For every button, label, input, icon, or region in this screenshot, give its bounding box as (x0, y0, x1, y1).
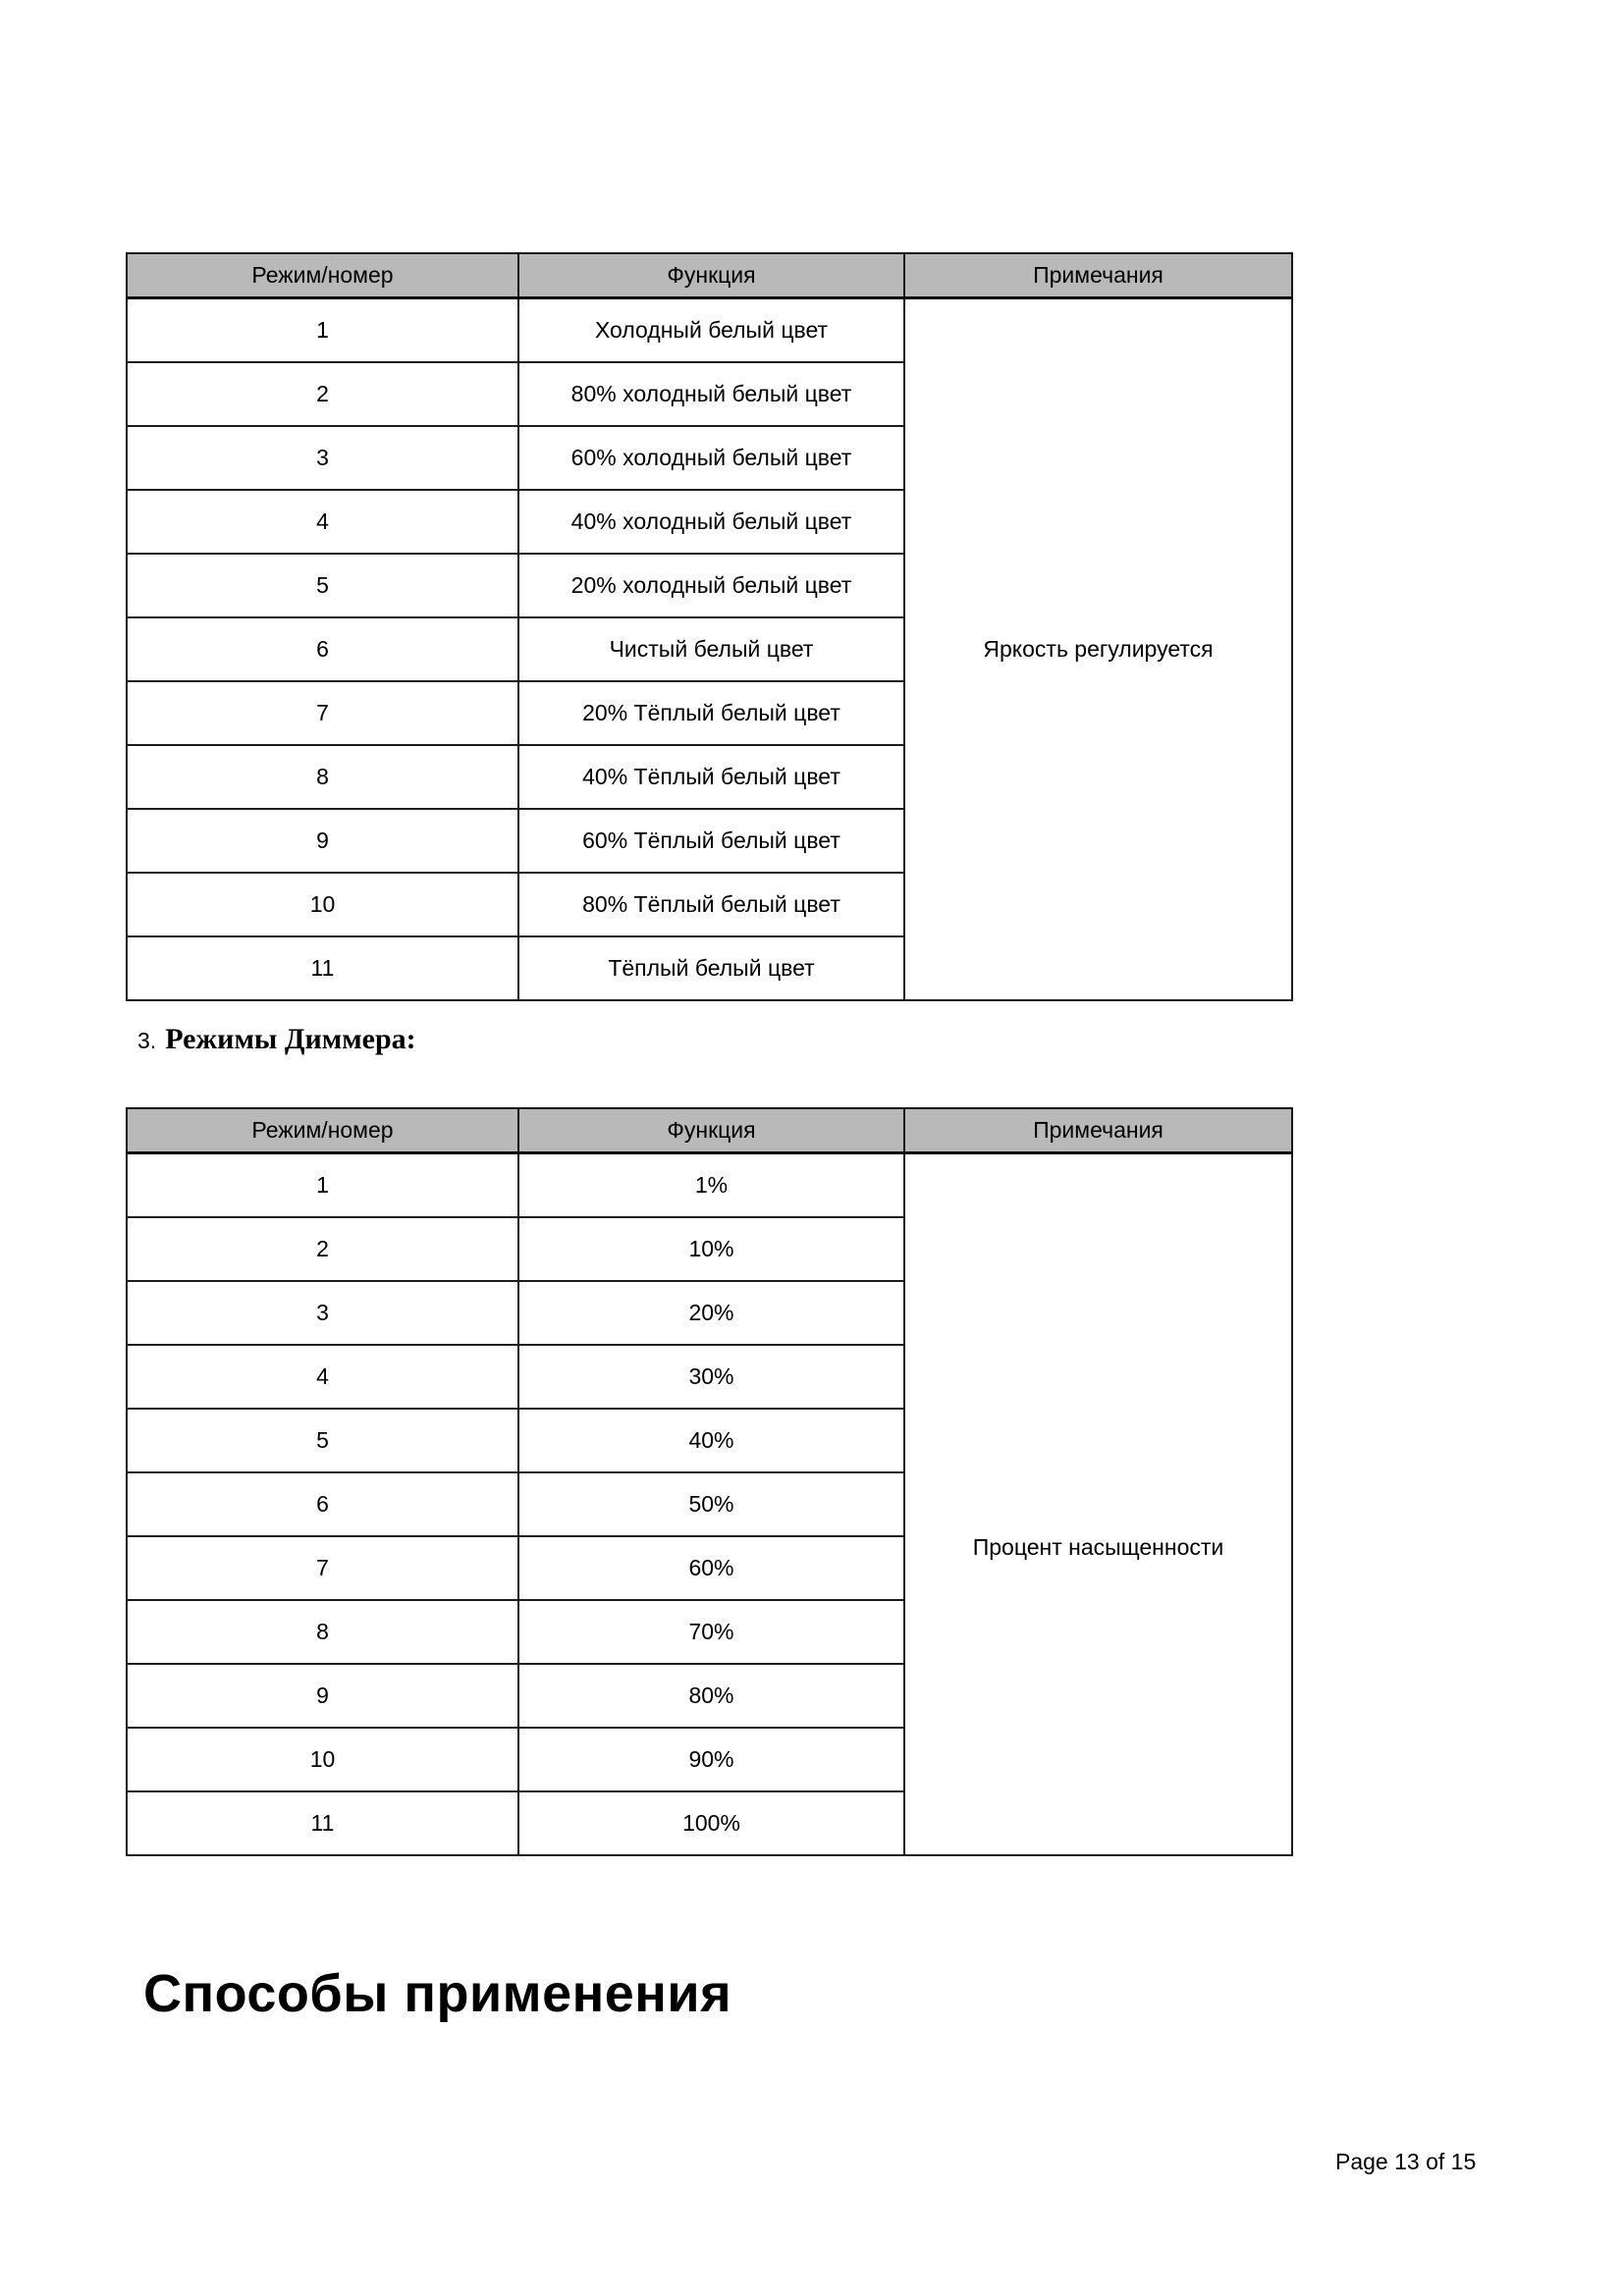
mode-cell: 5 (127, 554, 518, 617)
mode-cell: 3 (127, 426, 518, 490)
function-cell: 40% Тёплый белый цвет (518, 745, 904, 809)
function-cell: 60% холодный белый цвет (518, 426, 904, 490)
function-cell: 40% холодный белый цвет (518, 490, 904, 554)
section-title: Режимы Диммера: (165, 1023, 416, 1055)
function-cell: 60% Тёплый белый цвет (518, 809, 904, 873)
header-notes: Примечания (904, 253, 1292, 298)
mode-cell: 1 (127, 1153, 518, 1218)
mode-cell: 4 (127, 1345, 518, 1409)
mode-cell: 5 (127, 1409, 518, 1472)
mode-cell: 9 (127, 1664, 518, 1728)
notes-cell: Процент насыщенности (904, 1153, 1292, 1856)
function-cell: 40% (518, 1409, 904, 1472)
header-function: Функция (518, 1108, 904, 1153)
function-cell: 70% (518, 1600, 904, 1664)
notes-cell: Яркость регулируется (904, 298, 1292, 1001)
mode-cell: 8 (127, 1600, 518, 1664)
table-row (127, 1153, 1292, 1218)
function-cell: 100% (518, 1791, 904, 1855)
function-cell: 80% Тёплый белый цвет (518, 873, 904, 936)
mode-cell: 11 (127, 936, 518, 1000)
page-title: Способы применения (143, 1964, 732, 2024)
function-cell: Холодный белый цвет (518, 298, 904, 363)
mode-cell: 11 (127, 1791, 518, 1855)
function-cell: 30% (518, 1345, 904, 1409)
function-cell: 20% (518, 1281, 904, 1345)
mode-cell: 6 (127, 617, 518, 681)
function-cell: Тёплый белый цвет (518, 936, 904, 1000)
mode-cell: 4 (127, 490, 518, 554)
white-modes-table (126, 252, 1293, 1001)
function-cell: 50% (518, 1472, 904, 1536)
page-number-indicator: Page 13 of 15 (1335, 2149, 1477, 2174)
mode-cell: 7 (127, 681, 518, 745)
function-cell: 1% (518, 1153, 904, 1218)
function-cell: 80% холодный белый цвет (518, 362, 904, 426)
mode-cell: 10 (127, 873, 518, 936)
header-mode-number: Режим/номер (127, 253, 518, 298)
table-row (127, 298, 1292, 363)
mode-cell: 10 (127, 1728, 518, 1791)
mode-cell: 3 (127, 1281, 518, 1345)
section-number: 3. (137, 1028, 157, 1053)
table-header-row (127, 253, 1292, 298)
function-cell: 80% (518, 1664, 904, 1728)
function-cell: 60% (518, 1536, 904, 1600)
function-cell: 90% (518, 1728, 904, 1791)
mode-cell: 6 (127, 1472, 518, 1536)
mode-cell: 2 (127, 362, 518, 426)
header-function: Функция (518, 253, 904, 298)
table-header-row (127, 1108, 1292, 1153)
header-notes: Примечания (904, 1108, 1292, 1153)
mode-cell: 2 (127, 1217, 518, 1281)
mode-cell: 1 (127, 298, 518, 363)
function-cell: 20% холодный белый цвет (518, 554, 904, 617)
mode-cell: 9 (127, 809, 518, 873)
mode-cell: 7 (127, 1536, 518, 1600)
dimmer-modes-table (126, 1107, 1293, 1856)
section-heading (137, 1023, 416, 1056)
function-cell: 10% (518, 1217, 904, 1281)
mode-cell: 8 (127, 745, 518, 809)
function-cell: Чистый белый цвет (518, 617, 904, 681)
function-cell: 20% Тёплый белый цвет (518, 681, 904, 745)
header-mode-number: Режим/номер (127, 1108, 518, 1153)
